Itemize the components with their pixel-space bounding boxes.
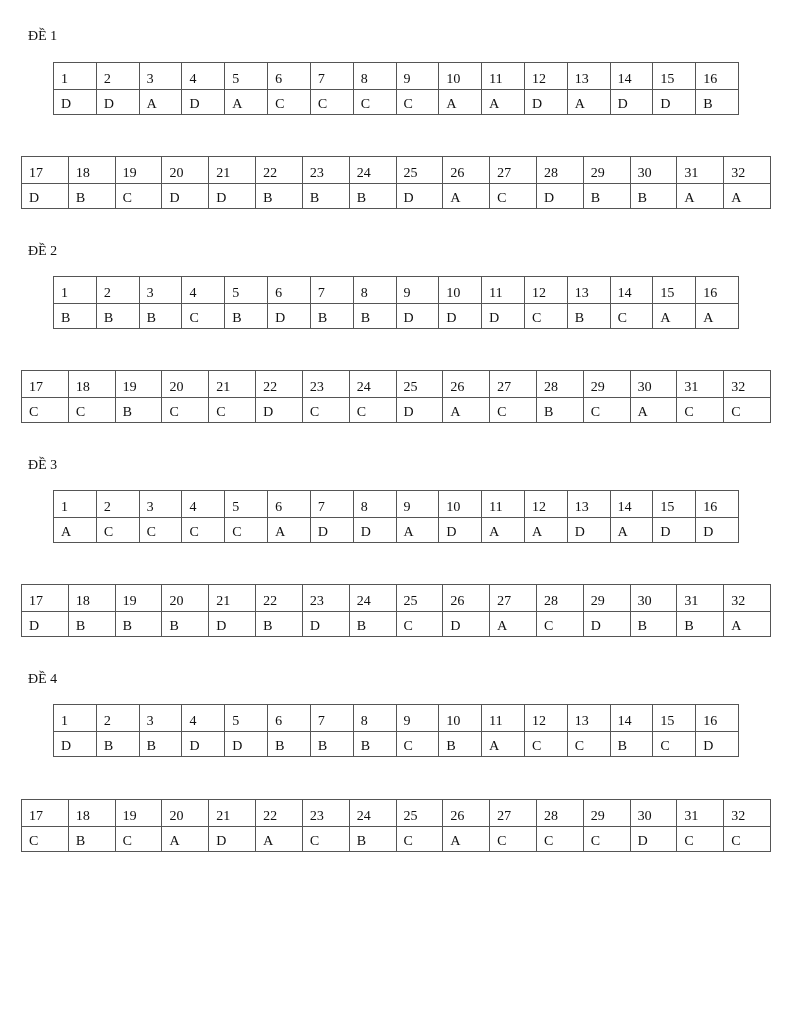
answer-cell: D — [396, 304, 439, 329]
answer-cell: C — [349, 398, 396, 423]
question-number-row — [54, 63, 739, 90]
answer-cell: C — [139, 518, 182, 543]
answer-cell: D — [209, 612, 256, 637]
answer-cell: B — [349, 612, 396, 637]
answer-cell: D — [610, 90, 653, 115]
answer-cell: D — [536, 184, 583, 209]
answer-cell: D — [567, 518, 610, 543]
question-number-cell: 25 — [396, 800, 443, 827]
answer-cell: D — [482, 304, 525, 329]
question-number-cell: 8 — [353, 63, 396, 90]
question-number-cell: 5 — [225, 277, 268, 304]
question-number-cell: 19 — [115, 585, 162, 612]
question-number-cell: 6 — [268, 63, 311, 90]
question-number-cell: 18 — [68, 371, 115, 398]
answer-cell: A — [653, 304, 696, 329]
question-number-cell: 1 — [54, 491, 97, 518]
question-number-cell: 31 — [677, 371, 724, 398]
question-number-cell: 25 — [396, 371, 443, 398]
answer-cell: C — [310, 90, 353, 115]
question-number-cell: 16 — [696, 491, 739, 518]
set-4-table-1-16 — [53, 704, 739, 757]
answer-cell: C — [524, 732, 567, 757]
answer-cell: C — [302, 398, 349, 423]
answer-cell: A — [162, 827, 209, 852]
answer-cell: A — [724, 184, 771, 209]
answer-row — [22, 184, 771, 209]
question-number-cell: 23 — [302, 157, 349, 184]
answer-cell: C — [677, 398, 724, 423]
answer-cell: D — [353, 518, 396, 543]
question-number-row — [22, 585, 771, 612]
answer-cell: D — [182, 90, 225, 115]
answer-cell: B — [54, 304, 97, 329]
question-number-cell: 14 — [610, 63, 653, 90]
set-3-table-1-16 — [53, 490, 739, 543]
answer-cell: D — [302, 612, 349, 637]
question-number-cell: 26 — [443, 800, 490, 827]
answer-cell: C — [396, 732, 439, 757]
answer-cell: A — [268, 518, 311, 543]
question-number-cell: 14 — [610, 277, 653, 304]
question-number-cell: 15 — [653, 277, 696, 304]
answer-cell: D — [583, 612, 630, 637]
answer-cell: C — [724, 827, 771, 852]
question-number-cell: 30 — [630, 157, 677, 184]
question-number-cell: 14 — [610, 491, 653, 518]
question-number-row — [54, 491, 739, 518]
question-number-cell: 1 — [54, 63, 97, 90]
question-number-cell: 31 — [677, 800, 724, 827]
question-number-cell: 7 — [310, 705, 353, 732]
set-1-title: ĐỀ 1 — [28, 29, 58, 44]
answer-cell: D — [96, 90, 139, 115]
answer-cell: D — [22, 612, 69, 637]
question-number-cell: 11 — [482, 491, 525, 518]
question-number-cell: 18 — [68, 585, 115, 612]
answer-cell: A — [443, 398, 490, 423]
answer-cell: B — [353, 732, 396, 757]
answer-cell: B — [256, 184, 303, 209]
question-number-cell: 26 — [443, 371, 490, 398]
question-number-row — [54, 705, 739, 732]
question-number-cell: 7 — [310, 63, 353, 90]
question-number-cell: 2 — [96, 491, 139, 518]
answer-cell: C — [583, 398, 630, 423]
question-number-cell: 6 — [268, 491, 311, 518]
answer-cell: D — [225, 732, 268, 757]
question-number-cell: 11 — [482, 705, 525, 732]
answer-cell: B — [115, 612, 162, 637]
answer-cell: D — [182, 732, 225, 757]
answer-cell: B — [115, 398, 162, 423]
question-number-cell: 1 — [54, 705, 97, 732]
question-number-cell: 9 — [396, 491, 439, 518]
question-number-cell: 24 — [349, 157, 396, 184]
answer-cell: D — [524, 90, 567, 115]
answer-cell: D — [653, 90, 696, 115]
question-number-cell: 28 — [536, 585, 583, 612]
question-number-cell: 9 — [396, 63, 439, 90]
answer-row — [22, 612, 771, 637]
question-number-cell: 4 — [182, 705, 225, 732]
answer-cell: C — [536, 612, 583, 637]
question-number-cell: 9 — [396, 277, 439, 304]
answer-row — [54, 518, 739, 543]
answer-cell: B — [696, 90, 739, 115]
answer-cell: D — [54, 90, 97, 115]
question-number-cell: 20 — [162, 800, 209, 827]
answer-cell: C — [225, 518, 268, 543]
question-number-cell: 29 — [583, 371, 630, 398]
answer-cell: C — [490, 827, 537, 852]
question-number-cell: 7 — [310, 491, 353, 518]
question-number-cell: 18 — [68, 157, 115, 184]
answer-cell: C — [490, 398, 537, 423]
question-number-cell: 30 — [630, 371, 677, 398]
answer-cell: A — [54, 518, 97, 543]
answer-cell: A — [443, 827, 490, 852]
question-number-cell: 13 — [567, 705, 610, 732]
answer-cell: D — [209, 184, 256, 209]
answer-cell: C — [115, 827, 162, 852]
set-1-table-1-16 — [53, 62, 739, 115]
question-number-cell: 19 — [115, 800, 162, 827]
question-number-cell: 23 — [302, 585, 349, 612]
question-number-cell: 10 — [439, 491, 482, 518]
answer-cell: D — [256, 398, 303, 423]
answer-cell: D — [54, 732, 97, 757]
question-number-cell: 31 — [677, 585, 724, 612]
question-number-cell: 19 — [115, 157, 162, 184]
question-number-cell: 28 — [536, 800, 583, 827]
answer-cell: B — [96, 732, 139, 757]
question-number-cell: 29 — [583, 157, 630, 184]
set-2-title: ĐỀ 2 — [28, 244, 58, 259]
question-number-cell: 1 — [54, 277, 97, 304]
answer-cell: C — [490, 184, 537, 209]
question-number-cell: 5 — [225, 63, 268, 90]
question-number-cell: 10 — [439, 277, 482, 304]
answer-cell: A — [567, 90, 610, 115]
answer-cell: B — [583, 184, 630, 209]
set-3-table-17-32 — [21, 584, 771, 637]
answer-cell: C — [162, 398, 209, 423]
answer-cell: C — [182, 304, 225, 329]
answer-cell: A — [482, 90, 525, 115]
set-1-table-17-32 — [21, 156, 771, 209]
question-number-cell: 26 — [443, 157, 490, 184]
set-2-table-17-32 — [21, 370, 771, 423]
question-number-cell: 6 — [268, 277, 311, 304]
answer-cell: B — [630, 612, 677, 637]
question-number-cell: 2 — [96, 705, 139, 732]
question-number-cell: 20 — [162, 585, 209, 612]
question-number-cell: 12 — [524, 705, 567, 732]
answer-cell: B — [536, 398, 583, 423]
answer-row — [22, 398, 771, 423]
question-number-cell: 17 — [22, 371, 69, 398]
answer-cell: B — [139, 732, 182, 757]
answer-cell: B — [256, 612, 303, 637]
question-number-cell: 20 — [162, 371, 209, 398]
question-number-cell: 4 — [182, 63, 225, 90]
question-number-cell: 13 — [567, 491, 610, 518]
question-number-cell: 10 — [439, 705, 482, 732]
answer-cell: C — [396, 612, 443, 637]
question-number-cell: 11 — [482, 63, 525, 90]
question-number-cell: 20 — [162, 157, 209, 184]
question-number-cell: 22 — [256, 157, 303, 184]
answer-cell: A — [256, 827, 303, 852]
answer-cell: C — [353, 90, 396, 115]
answer-cell: D — [162, 184, 209, 209]
question-number-cell: 27 — [490, 585, 537, 612]
answer-cell: B — [302, 184, 349, 209]
answer-cell: D — [696, 732, 739, 757]
set-3-title: ĐỀ 3 — [28, 458, 58, 473]
question-number-cell: 27 — [490, 800, 537, 827]
answer-cell: D — [439, 304, 482, 329]
question-number-row — [22, 157, 771, 184]
question-number-cell: 10 — [439, 63, 482, 90]
question-number-row — [22, 800, 771, 827]
answer-cell: B — [68, 184, 115, 209]
answer-cell: D — [630, 827, 677, 852]
question-number-cell: 6 — [268, 705, 311, 732]
question-number-cell: 26 — [443, 585, 490, 612]
question-number-cell: 8 — [353, 491, 396, 518]
question-number-cell: 15 — [653, 63, 696, 90]
answer-cell: C — [653, 732, 696, 757]
question-number-cell: 3 — [139, 277, 182, 304]
answer-cell: B — [310, 304, 353, 329]
answer-cell: B — [567, 304, 610, 329]
answer-cell: D — [310, 518, 353, 543]
question-number-cell: 2 — [96, 277, 139, 304]
answer-cell: C — [583, 827, 630, 852]
question-number-cell: 14 — [610, 705, 653, 732]
question-number-cell: 24 — [349, 371, 396, 398]
answer-cell: D — [396, 398, 443, 423]
answer-cell: C — [536, 827, 583, 852]
answer-row — [54, 304, 739, 329]
answer-cell: A — [490, 612, 537, 637]
question-number-cell: 3 — [139, 705, 182, 732]
question-number-cell: 24 — [349, 800, 396, 827]
question-number-cell: 12 — [524, 63, 567, 90]
answer-cell: A — [610, 518, 653, 543]
answer-cell: C — [22, 398, 69, 423]
answer-cell: C — [115, 184, 162, 209]
question-number-cell: 22 — [256, 800, 303, 827]
question-number-cell: 12 — [524, 491, 567, 518]
answer-cell: B — [96, 304, 139, 329]
question-number-cell: 16 — [696, 277, 739, 304]
question-number-cell: 17 — [22, 800, 69, 827]
question-number-cell: 8 — [353, 277, 396, 304]
question-number-cell: 17 — [22, 585, 69, 612]
answer-cell: A — [724, 612, 771, 637]
question-number-cell: 27 — [490, 371, 537, 398]
question-number-cell: 21 — [209, 585, 256, 612]
answer-cell: A — [443, 184, 490, 209]
question-number-cell: 3 — [139, 491, 182, 518]
answer-cell: A — [630, 398, 677, 423]
question-number-cell: 28 — [536, 371, 583, 398]
answer-cell: C — [22, 827, 69, 852]
answer-cell: C — [96, 518, 139, 543]
answer-cell: B — [268, 732, 311, 757]
question-number-cell: 25 — [396, 585, 443, 612]
question-number-cell: 5 — [225, 705, 268, 732]
answer-cell: B — [139, 304, 182, 329]
question-number-cell: 22 — [256, 585, 303, 612]
answer-cell: C — [677, 827, 724, 852]
answer-cell: C — [302, 827, 349, 852]
answer-cell: C — [610, 304, 653, 329]
answer-cell: B — [310, 732, 353, 757]
question-number-cell: 29 — [583, 585, 630, 612]
question-number-cell: 12 — [524, 277, 567, 304]
answer-cell: A — [696, 304, 739, 329]
answer-cell: C — [524, 304, 567, 329]
question-number-cell: 25 — [396, 157, 443, 184]
question-number-cell: 27 — [490, 157, 537, 184]
answer-cell: A — [139, 90, 182, 115]
answer-cell: D — [443, 612, 490, 637]
question-number-cell: 32 — [724, 157, 771, 184]
question-number-row — [54, 277, 739, 304]
question-number-cell: 17 — [22, 157, 69, 184]
question-number-cell: 9 — [396, 705, 439, 732]
question-number-cell: 4 — [182, 491, 225, 518]
question-number-cell: 11 — [482, 277, 525, 304]
question-number-cell: 30 — [630, 585, 677, 612]
question-number-cell: 2 — [96, 63, 139, 90]
answer-cell: C — [182, 518, 225, 543]
question-number-cell: 21 — [209, 800, 256, 827]
answer-cell: A — [225, 90, 268, 115]
question-number-cell: 32 — [724, 585, 771, 612]
question-number-cell: 21 — [209, 157, 256, 184]
question-number-cell: 23 — [302, 371, 349, 398]
answer-cell: D — [209, 827, 256, 852]
question-number-cell: 23 — [302, 800, 349, 827]
question-number-row — [22, 371, 771, 398]
answer-cell: B — [610, 732, 653, 757]
answer-cell: C — [268, 90, 311, 115]
answer-cell: B — [349, 184, 396, 209]
answer-cell: B — [68, 827, 115, 852]
question-number-cell: 13 — [567, 277, 610, 304]
answer-cell: B — [353, 304, 396, 329]
question-number-cell: 29 — [583, 800, 630, 827]
answer-cell: A — [396, 518, 439, 543]
question-number-cell: 28 — [536, 157, 583, 184]
question-number-cell: 15 — [653, 491, 696, 518]
question-number-cell: 22 — [256, 371, 303, 398]
answer-cell: A — [524, 518, 567, 543]
answer-cell: B — [225, 304, 268, 329]
answer-cell: B — [677, 612, 724, 637]
question-number-cell: 3 — [139, 63, 182, 90]
question-number-cell: 31 — [677, 157, 724, 184]
question-number-cell: 4 — [182, 277, 225, 304]
question-number-cell: 8 — [353, 705, 396, 732]
answer-cell: A — [677, 184, 724, 209]
question-number-cell: 18 — [68, 800, 115, 827]
set-4-title: ĐỀ 4 — [28, 672, 58, 687]
answer-cell: D — [22, 184, 69, 209]
answer-cell: B — [68, 612, 115, 637]
answer-cell: B — [439, 732, 482, 757]
set-2-table-1-16 — [53, 276, 739, 329]
question-number-cell: 5 — [225, 491, 268, 518]
question-number-cell: 24 — [349, 585, 396, 612]
answer-cell: A — [439, 90, 482, 115]
question-number-cell: 16 — [696, 63, 739, 90]
answer-cell: C — [396, 90, 439, 115]
answer-row — [22, 827, 771, 852]
answer-cell: A — [482, 732, 525, 757]
answer-cell: C — [724, 398, 771, 423]
answer-cell: B — [630, 184, 677, 209]
question-number-cell: 21 — [209, 371, 256, 398]
question-number-cell: 7 — [310, 277, 353, 304]
question-number-cell: 30 — [630, 800, 677, 827]
answer-cell: C — [209, 398, 256, 423]
answer-cell: C — [396, 827, 443, 852]
answer-cell: C — [567, 732, 610, 757]
question-number-cell: 32 — [724, 371, 771, 398]
answer-cell: C — [68, 398, 115, 423]
answer-row — [54, 732, 739, 757]
set-4-table-17-32 — [21, 799, 771, 852]
answer-cell: D — [653, 518, 696, 543]
answer-cell: B — [162, 612, 209, 637]
question-number-cell: 19 — [115, 371, 162, 398]
answer-row — [54, 90, 739, 115]
answer-cell: A — [482, 518, 525, 543]
question-number-cell: 13 — [567, 63, 610, 90]
answer-cell: D — [696, 518, 739, 543]
answer-cell: D — [439, 518, 482, 543]
question-number-cell: 16 — [696, 705, 739, 732]
question-number-cell: 15 — [653, 705, 696, 732]
question-number-cell: 32 — [724, 800, 771, 827]
answer-cell: D — [396, 184, 443, 209]
answer-cell: B — [349, 827, 396, 852]
answer-cell: D — [268, 304, 311, 329]
